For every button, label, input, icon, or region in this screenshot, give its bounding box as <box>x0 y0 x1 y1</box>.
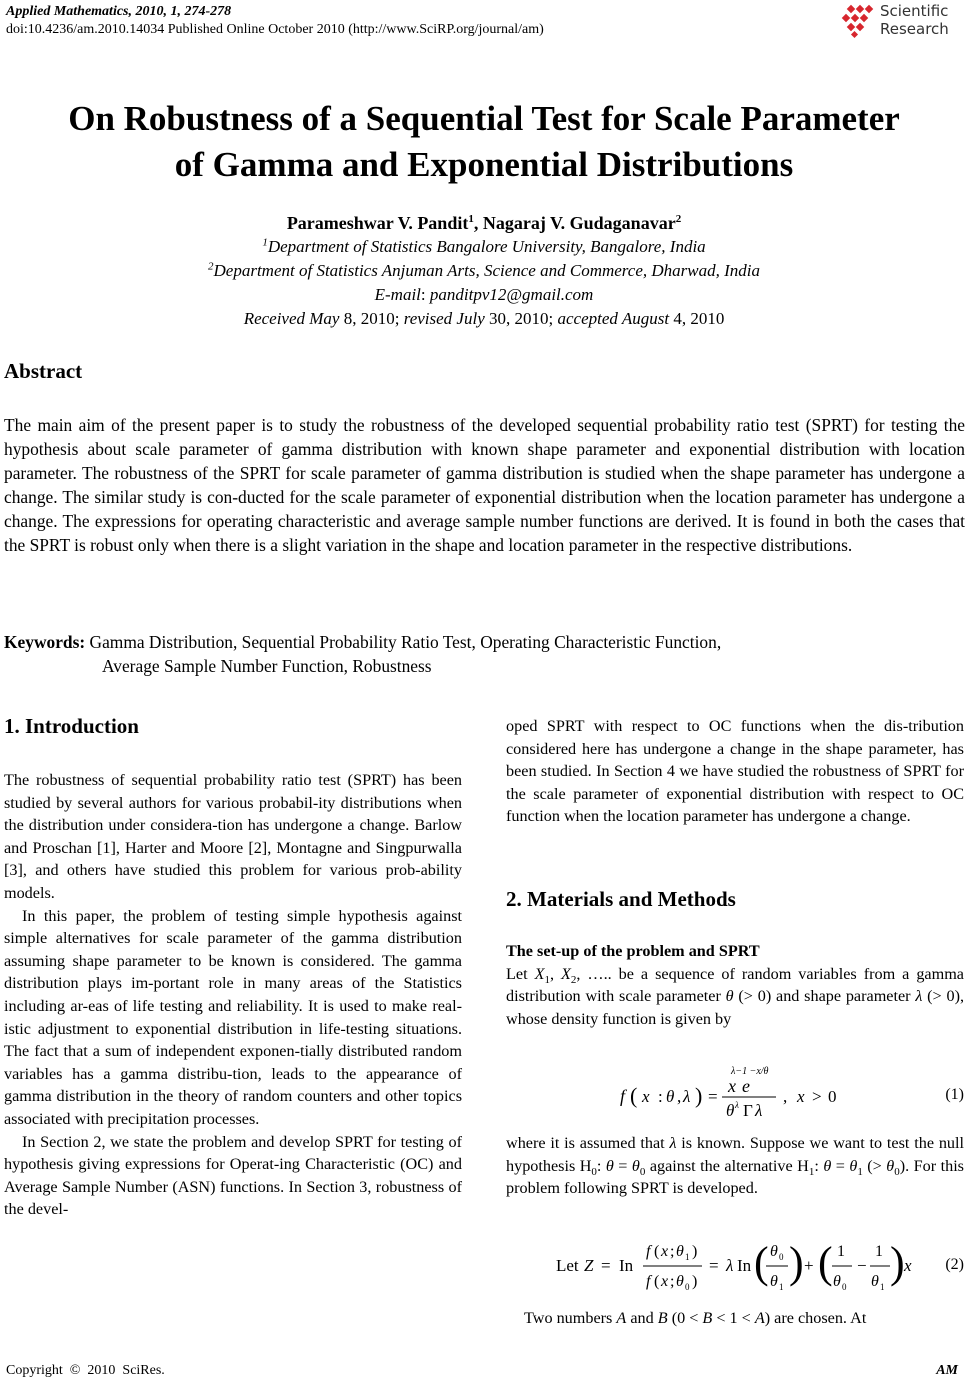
svg-text:(: ( <box>818 1238 833 1287</box>
svg-text:1: 1 <box>880 1282 885 1292</box>
svg-text:x: x <box>904 1256 912 1275</box>
svg-text:1: 1 <box>875 1243 883 1260</box>
svg-text:0: 0 <box>685 1282 690 1292</box>
svg-text:>: > <box>812 1087 822 1106</box>
svg-text:λ: λ <box>735 1100 739 1110</box>
svg-text:1: 1 <box>779 1282 784 1292</box>
email-line <box>0 283 968 307</box>
accepted-label: accepted August <box>557 309 670 328</box>
logo-mark-icon <box>840 4 878 40</box>
sub-2: 2 <box>570 973 577 986</box>
intro-paragraph-2: In this paper, the problem of testing simple hypothesis against simple alternatives for scale parameter of the gamma distribution assuming shape parameter to be known is considered. The gamma distribution plays im-portant role in many areas of the Statistics including ar-eas of life testing and reliability. It is used to make real-istic adjustment to exponential distribution in life-testing situations. The fact that a sum of independent exponen-tially distributed random variables has a gamma distribu-tion, leads to the appearance of gamma distribution in the theory of random counters and other topics associated with precipitation processes. <box>4 906 462 1128</box>
p3-b: is known. Suppose we want to test the null hypothesis H <box>506 1134 965 1175</box>
right-column-top <box>506 715 964 828</box>
publisher-logo <box>840 2 962 42</box>
methods-heading: 2. Materials and Methods <box>506 887 736 911</box>
var-a-1: A <box>616 1309 627 1327</box>
svg-text:;: ; <box>670 1243 675 1260</box>
keywords-line-1: Gamma Distribution, Sequential Probability Ratio Test, Operating Characteristic Function, <box>89 632 722 652</box>
right-paragraph-3 <box>506 1132 964 1200</box>
svg-text:Γ: Γ <box>743 1101 753 1120</box>
right-column-mid <box>506 940 964 1030</box>
equation-1 <box>506 1062 964 1122</box>
aff2-sup: 2 <box>208 260 214 273</box>
email-label: E-mail <box>374 285 421 304</box>
svg-text:): ) <box>695 1083 703 1108</box>
right-paragraph-4 <box>506 1307 964 1330</box>
p3-a: where it is assumed that <box>506 1134 670 1152</box>
svg-text:θ: θ <box>676 1273 684 1290</box>
email-link[interactable]: panditpv12@gmail.com <box>429 285 594 304</box>
svg-text:Z: Z <box>584 1256 594 1275</box>
svg-text:λ: λ <box>755 1101 763 1120</box>
p3-theta0b-sub: 0 <box>894 1165 900 1178</box>
author-block <box>0 211 968 331</box>
var-a-2: A <box>754 1309 765 1327</box>
abstract-heading: Abstract <box>4 359 83 383</box>
author-2-sup: 2 <box>675 213 682 225</box>
svg-text:): ) <box>890 1238 905 1287</box>
p4-c: (0 < <box>667 1309 703 1327</box>
svg-text:θ: θ <box>833 1273 841 1290</box>
intro-paragraph-3: In Section 2, we state the problem and develop SPRT for testing of hypothesis giving expressions for Operat-ing Characteristic (OC) and Average Sample Number (ASN) functions. In Section 3, robustness of the devel- <box>4 1132 462 1219</box>
keywords-line-2: Average Sample Number Function, Robustness <box>102 656 432 676</box>
svg-text:): ) <box>789 1238 804 1287</box>
accepted-date: 4, 2010 <box>669 309 725 328</box>
left-column <box>4 769 462 1221</box>
svg-text:x: x <box>797 1087 805 1106</box>
var-b-2: B <box>702 1309 713 1327</box>
right-paragraph-1: oped SPRT with respect to OC functions when the dis-tribution considered here has undergone a change in the shape parameter, has been studied. In Section 4 we have studied the robustness of SPRT for the scale parameter of exponential distribution with respect to OC function when the location parameter has undergone a change. <box>506 717 964 826</box>
p3-theta-c: θ <box>823 1156 832 1175</box>
author-names <box>0 211 968 235</box>
svg-text:f: f <box>620 1086 626 1106</box>
aff1-text: Department of Statistics Bangalore University, Bangalore, India <box>267 237 706 256</box>
author-1-sup: 1 <box>468 213 474 225</box>
p3-lambda: λ <box>669 1134 677 1152</box>
p3-h0-sub: 0 <box>591 1165 597 1178</box>
svg-text:λ−1 −x/θ: λ−1 −x/θ <box>731 1066 769 1077</box>
p3-theta1-sub: 1 <box>857 1165 863 1178</box>
sub-1: 1 <box>544 973 550 986</box>
p3-i: ). For this problem following SPRT is developed. <box>506 1156 964 1198</box>
aff1-sup: 1 <box>262 236 268 249</box>
svg-text:λ: λ <box>683 1087 691 1106</box>
var-b-1: B <box>657 1309 668 1327</box>
aff2-text: Department of Statistics Anjuman Arts, Science and Commerce, Dharwad, India <box>213 261 760 280</box>
p3-theta-e: θ <box>886 1156 895 1175</box>
p3-theta-a: θ <box>605 1156 614 1175</box>
p3-g: = <box>831 1156 850 1175</box>
svg-text:,: , <box>677 1087 682 1106</box>
svg-text:x: x <box>728 1076 736 1096</box>
svg-text:In: In <box>737 1256 752 1275</box>
p2-comma: , <box>549 964 561 983</box>
var-lambda: λ <box>915 987 923 1006</box>
received-label: Received May <box>243 309 340 328</box>
svg-text:+: + <box>804 1256 814 1275</box>
equation-2-number: (2) <box>945 1256 964 1273</box>
p4-a: Two numbers <box>524 1309 617 1327</box>
equation-2-graphic <box>506 1234 926 1298</box>
svg-text:x: x <box>661 1273 669 1290</box>
svg-text:(: ( <box>654 1243 660 1260</box>
svg-text:): ) <box>692 1273 698 1290</box>
svg-text:): ) <box>692 1243 698 1260</box>
abstract-text: The main aim of the present paper is to study the robustness of the developed sequential probability ratio test (SPRT) for testing the hypothesis about scale parameter of gamma distribution with known shape parameter and exponential distribution with location parameter. The robustness of the SPRT for scale parameter of gamma distribution is studied when the shape parameter has undergone a change. The similar study is con-ducted for the scale parameter of exponential distribution when the location parameter has undergone a change. The expressions for operating characteristic and average sample number functions are derived. It is found in both the cases that the SPRT is robust only when there is a slight variation in the shape and location parameter in the respective distributions. <box>4 415 965 555</box>
p3-f: : <box>814 1156 824 1175</box>
right-column-bottom <box>506 1307 964 1330</box>
var-theta: θ <box>725 987 734 1006</box>
p2-a: Let <box>506 964 535 983</box>
svg-text:=: = <box>708 1087 718 1106</box>
title-line-2: of Gamma and Exponential Distributions <box>174 145 794 184</box>
p3-theta-b: θ <box>631 1156 640 1175</box>
svg-text:(: ( <box>654 1273 660 1290</box>
intro-paragraph-1: The robustness of sequential probability ratio test (SPRT) has been studied by several authors for various probabil-ity distributions when the distribution under considera-tion has undergone a change. Barlow and Proschan [1], Harter and Moore [2], Montagne and Singpurwalla [3], and others have studied this problem for various prob-ability models. <box>4 771 462 902</box>
svg-text:1: 1 <box>837 1243 845 1260</box>
title-line-1: On Robustness of a Sequential Test for Scale Parameter <box>68 99 900 138</box>
revised-date: 30, 2010; <box>484 309 558 328</box>
svg-text:θ: θ <box>871 1273 879 1290</box>
svg-text:0: 0 <box>828 1087 837 1106</box>
affiliation-2 <box>0 259 968 283</box>
var-x2: X <box>560 964 571 983</box>
svg-text:θ: θ <box>666 1087 675 1106</box>
received-date: 8, 2010; <box>339 309 404 328</box>
setup-subheading: The set-up of the problem and SPRT <box>506 942 760 960</box>
logo-text-line1: Scientific <box>880 2 949 20</box>
paper-title <box>0 96 968 188</box>
svg-text:θ: θ <box>770 1243 778 1260</box>
svg-text:f: f <box>646 1273 651 1290</box>
p4-e: ) are chosen. At <box>764 1309 867 1327</box>
svg-text:In: In <box>619 1256 634 1275</box>
svg-text:θ: θ <box>676 1243 684 1260</box>
p3-h: (> <box>862 1156 887 1175</box>
journal-name: Applied Mathematics <box>6 4 129 19</box>
svg-text:Let: Let <box>556 1256 579 1275</box>
svg-text:=: = <box>709 1256 719 1275</box>
svg-text:(: ( <box>754 1238 769 1287</box>
p3-h1-sub: 1 <box>808 1165 815 1178</box>
p3-d: = <box>613 1156 632 1175</box>
revised-label: revised July <box>403 309 485 328</box>
right-column-lower <box>506 1132 964 1200</box>
svg-text:0: 0 <box>779 1252 784 1262</box>
equation-1-graphic <box>506 1062 926 1122</box>
p3-theta0-sub: 0 <box>639 1165 646 1178</box>
author-2: Nagaraj V. Gudaganavar <box>482 213 676 233</box>
svg-text::: : <box>658 1087 663 1106</box>
running-header <box>6 3 544 39</box>
footer-journal-abbr: AM <box>936 1363 958 1378</box>
doi-line: doi:10.4236/am.2010.14034 Published Online October 2010 (http://www.SciRP.org/journal/am) <box>6 22 544 37</box>
footer-copyright: Copyright © 2010 SciRes. <box>6 1363 165 1378</box>
svg-text:e: e <box>742 1076 750 1096</box>
svg-text:1: 1 <box>685 1252 690 1262</box>
intro-heading: 1. Introduction <box>4 714 139 738</box>
keywords-block <box>4 630 964 678</box>
svg-text:(: ( <box>630 1083 638 1108</box>
p2-d: (> 0), whose density function is given by <box>506 987 965 1028</box>
svg-text:x: x <box>642 1087 650 1106</box>
svg-text:=: = <box>601 1256 611 1275</box>
journal-citation: , 2010, 1, 274-278 <box>128 4 232 19</box>
p2-b: , ….. be a sequence of random variables from a gamma distribution with scale parameter <box>506 964 964 1006</box>
svg-text:x: x <box>661 1243 669 1260</box>
p3-e: against the alternative H <box>645 1156 809 1175</box>
svg-text:,: , <box>783 1087 788 1106</box>
right-paragraph-2 <box>506 963 964 1031</box>
dates-line <box>0 307 968 331</box>
email-sep: : <box>420 285 430 304</box>
author-1: Parameshwar V. Pandit <box>286 213 469 233</box>
p4-d: < 1 < <box>712 1309 755 1327</box>
svg-text:λ: λ <box>726 1256 734 1275</box>
svg-text:θ: θ <box>726 1101 735 1120</box>
var-x1: X <box>534 964 545 983</box>
keywords-label: Keywords: <box>4 632 86 652</box>
svg-text:f: f <box>646 1243 651 1260</box>
equation-2 <box>506 1234 964 1298</box>
author-separator: , <box>473 213 483 233</box>
svg-text:θ: θ <box>770 1273 778 1290</box>
svg-text:0: 0 <box>842 1282 847 1292</box>
svg-text:−: − <box>857 1256 867 1275</box>
p2-c: (> 0) and shape parameter <box>733 987 916 1006</box>
p3-theta-d: θ <box>849 1156 858 1175</box>
p4-b: and <box>626 1309 658 1327</box>
p3-c: : <box>596 1156 606 1175</box>
svg-text:;: ; <box>670 1273 675 1290</box>
logo-text-line2: Research <box>880 20 949 38</box>
affiliation-1 <box>0 235 968 259</box>
equation-1-number: (1) <box>945 1086 964 1103</box>
